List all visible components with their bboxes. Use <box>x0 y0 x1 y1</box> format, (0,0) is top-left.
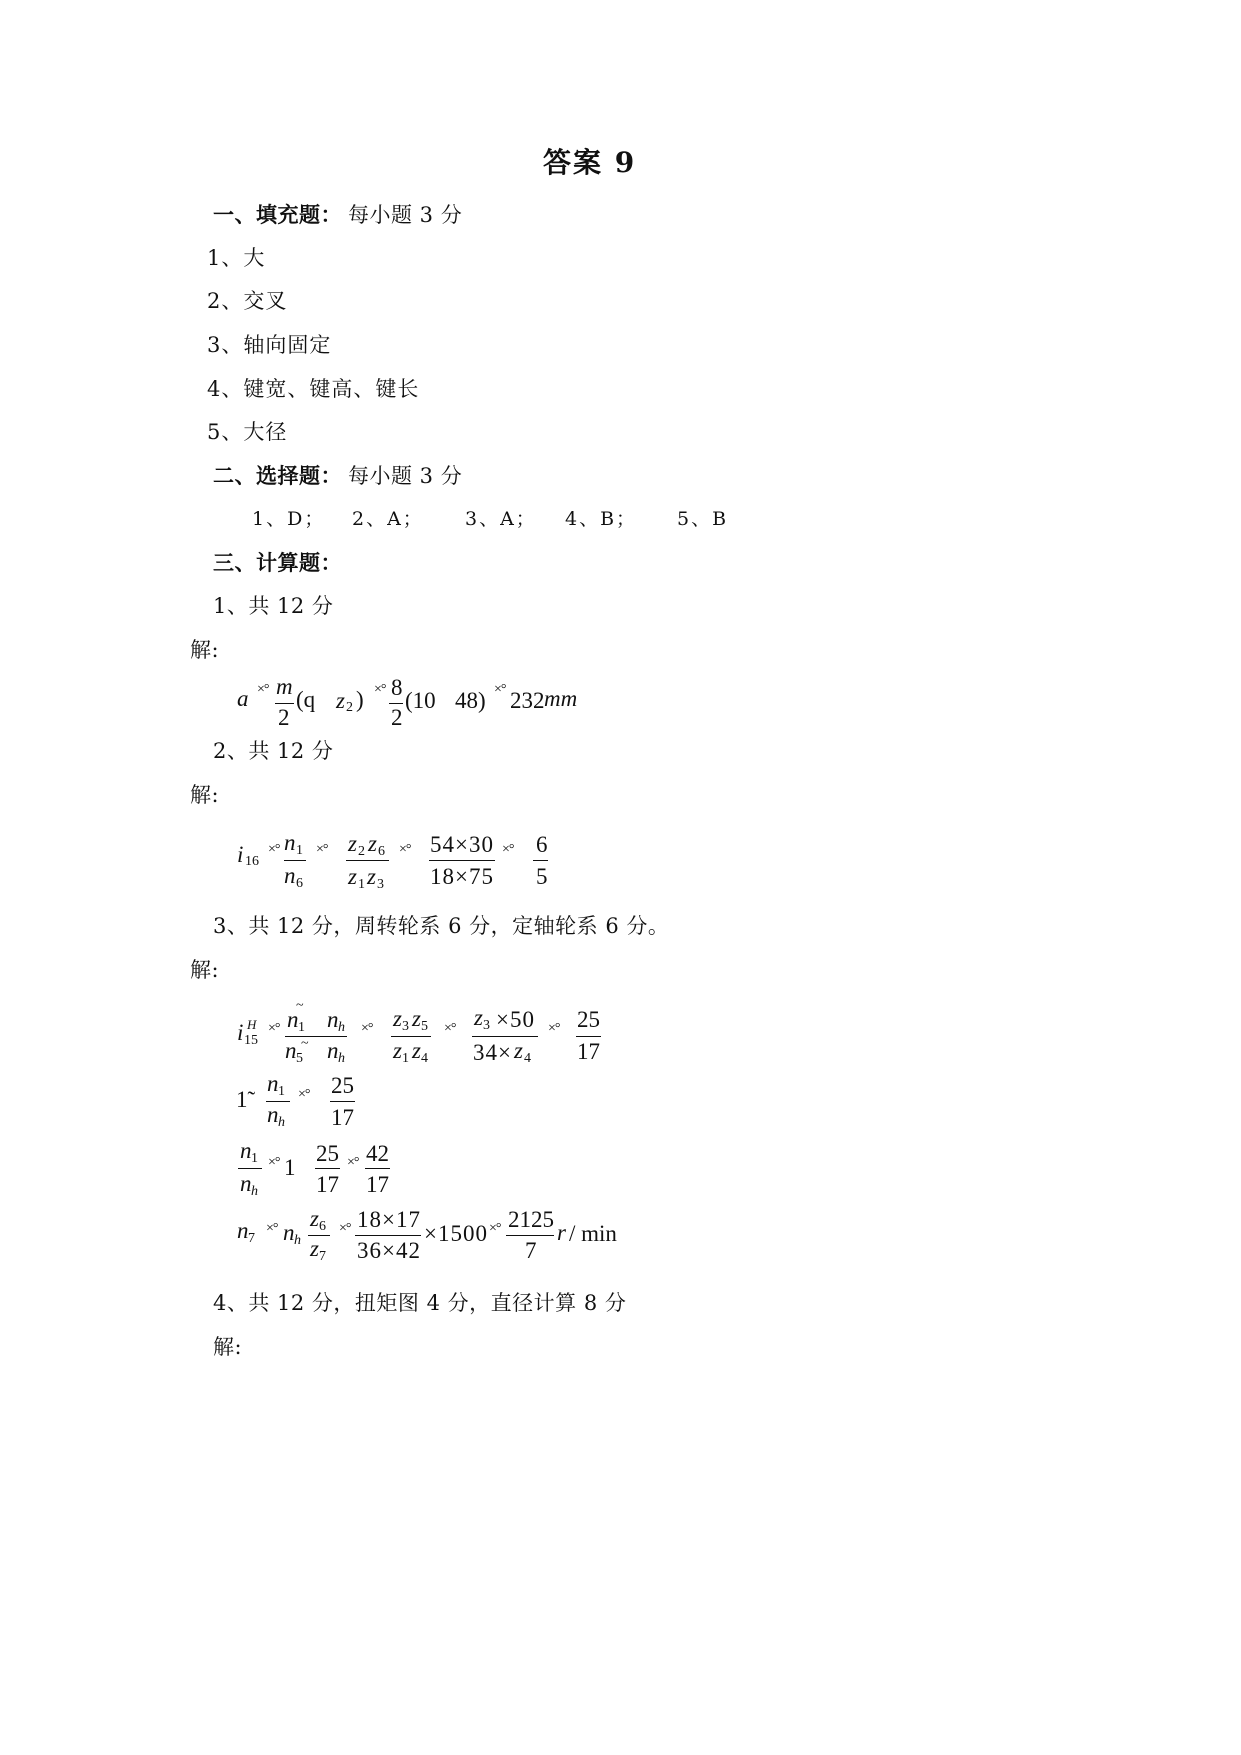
choice-answer-4: 4、B； <box>565 508 638 530</box>
f2-lhs-subscript: 16 <box>245 854 259 869</box>
f3a-frac-c-num-sub: 3 <box>483 1018 490 1033</box>
f1-equals-glyph: ×° <box>374 682 386 697</box>
f2-equals-glyph: ×° <box>399 842 411 857</box>
f2-lhs: i <box>237 842 244 867</box>
fraction-bar <box>365 1168 390 1169</box>
fill-in-heading: 一、填充题： <box>213 202 342 227</box>
f3c-one: 1 <box>284 1155 296 1180</box>
f3a-frac-a-den-sub-2: h <box>338 1051 345 1066</box>
f2-frac-a-den-sub: 6 <box>296 876 303 891</box>
f1-frac-b-numerator: 8 <box>391 675 403 700</box>
calc-problem-1-label: 1、共 12 分 <box>213 594 334 618</box>
f3a-equals-glyph: ×° <box>361 1021 373 1036</box>
f1-z-subscript: 2 <box>346 700 353 715</box>
fraction-bar <box>576 1036 601 1037</box>
f3d-equals-glyph: ×° <box>489 1221 501 1236</box>
f2-equals-glyph: ×° <box>502 842 514 857</box>
f3c-frac-a-den-sub: h <box>251 1184 258 1199</box>
f3c-frac-a-den-var: n <box>240 1171 252 1196</box>
fraction-bar <box>389 703 403 704</box>
fill-in-answer-3: 3、轴向固定 <box>207 333 332 357</box>
fraction-bar <box>330 1101 355 1102</box>
f2-frac-b-den-sub-1: 1 <box>358 877 365 892</box>
f3b-frac-a-num-var: n <box>267 1071 279 1096</box>
calc-problem-3-label: 3、共 12 分，周转轮系 6 分，定轴轮系 6 分。 <box>213 914 670 938</box>
f1-equals-glyph: ×° <box>257 682 269 697</box>
solution-label: 解: <box>213 1335 243 1359</box>
f3c-frac-a-num-sub: 1 <box>251 1151 258 1166</box>
f3a-frac-c-num-rest: ×50 <box>496 1007 535 1032</box>
f3a-frac-a-den-sub-1: 5 <box>296 1051 303 1066</box>
f3b-lhs: 1̃ <box>236 1087 248 1112</box>
f2-frac-a-num-var: n <box>284 830 296 855</box>
choice-section-heading <box>213 464 462 488</box>
f3d-frac-c-numerator: 2125 <box>508 1207 554 1232</box>
fraction-bar <box>429 860 495 861</box>
f3d-nh-sub: h <box>294 1233 301 1248</box>
f1-z: z <box>336 688 345 713</box>
f3d-frac-b-denominator: 36×42 <box>357 1238 421 1263</box>
f3d-frac-a-num-sub: 6 <box>319 1219 326 1234</box>
fraction-bar <box>315 1168 340 1169</box>
f3b-frac-a-num-sub: 1 <box>278 1084 285 1099</box>
f3d-unit-r: r <box>557 1220 566 1245</box>
f3a-frac-c-den-var: z <box>514 1038 523 1063</box>
f3a-frac-b-den-sub-2: 4 <box>421 1051 428 1066</box>
f2-frac-b-den-var-1: z <box>348 864 357 889</box>
f3a-frac-a-num-var-2: n <box>327 1007 339 1032</box>
fraction-bar <box>506 1235 554 1236</box>
choice-score-note: 每小题 3 分 <box>348 464 463 488</box>
fraction-bar <box>391 1036 431 1037</box>
fill-in-section-heading <box>213 203 462 227</box>
choice-answer-3: 3、A； <box>465 508 537 530</box>
f2-equals-glyph: ×° <box>316 842 328 857</box>
f1-term-2: 48) <box>455 688 486 713</box>
f3a-equals-glyph: ×° <box>548 1021 560 1036</box>
f1-term-1: (10 <box>405 688 436 713</box>
f3d-frac-a-num-var: z <box>310 1206 319 1231</box>
f1-unit: mm <box>544 686 578 711</box>
f1-equals-glyph: ×° <box>494 682 506 697</box>
f2-equals-glyph: ×° <box>268 842 280 857</box>
f3a-tilde-mark: ~ <box>301 1036 309 1051</box>
choice-heading: 二、选择题： <box>213 463 342 488</box>
f3c-equals-glyph: ×° <box>268 1155 280 1170</box>
f3a-frac-b-den-var-2: z <box>412 1038 421 1063</box>
f2-frac-d-numerator: 6 <box>536 832 548 857</box>
f3c-frac-b-denominator: 17 <box>316 1172 339 1197</box>
f3a-frac-a-den-var-2: n <box>327 1038 339 1063</box>
fraction-bar <box>472 1036 538 1037</box>
f3d-lhs-var: n <box>237 1218 249 1243</box>
f3d-equals-glyph: ×° <box>339 1221 351 1236</box>
f1-lhs: a <box>237 686 249 711</box>
f3a-frac-b-num-var-1: z <box>393 1006 402 1031</box>
f2-frac-b-num-sub-2: 6 <box>378 844 385 859</box>
f3b-frac-b-denominator: 17 <box>331 1105 354 1130</box>
fraction-bar <box>238 1168 262 1169</box>
f3a-frac-a-num-var-1: n <box>287 1007 299 1032</box>
f3d-nh-var: n <box>283 1220 295 1245</box>
f1-frac-a-numerator: m <box>276 674 293 699</box>
f2-frac-b-num-var-2: z <box>368 831 377 856</box>
f3a-frac-a-num-sub-1: 1 <box>298 1020 305 1035</box>
f3a-tilde-mark: ~ <box>296 998 304 1013</box>
f3a-frac-b-den-sub-1: 1 <box>402 1051 409 1066</box>
fraction-bar <box>533 860 548 861</box>
f3d-lhs-sub: 7 <box>248 1231 255 1246</box>
f3d-frac-a-den-sub: 7 <box>319 1249 326 1264</box>
f2-frac-b-den-sub-2: 3 <box>377 877 384 892</box>
f3a-equals-glyph: ×° <box>444 1021 456 1036</box>
f1-frac-a-denominator: 2 <box>278 705 290 730</box>
solution-label: 解: <box>190 958 220 982</box>
f1-open-paren: (q <box>296 687 316 712</box>
f3a-frac-b-num-sub-2: 5 <box>421 1019 428 1034</box>
f3c-frac-b-numerator: 25 <box>316 1141 339 1166</box>
f2-frac-b-num-sub-1: 2 <box>358 844 365 859</box>
fill-in-score-note: 每小题 3 分 <box>348 203 463 227</box>
f3a-frac-b-num-sub-1: 3 <box>402 1019 409 1034</box>
f2-frac-a-num-sub: 1 <box>296 843 303 858</box>
f3a-frac-b-den-var-1: z <box>393 1038 402 1063</box>
fraction-bar <box>275 703 294 704</box>
fraction-bar <box>284 860 306 861</box>
calc-problem-2-label: 2、共 12 分 <box>213 739 334 763</box>
fraction-bar <box>355 1235 421 1236</box>
f3c-frac-a-num-var: n <box>240 1138 252 1163</box>
f3a-frac-b-num-var-2: z <box>412 1006 421 1031</box>
f1-result: 232 <box>510 688 545 713</box>
f3b-frac-a-den-sub: h <box>278 1115 285 1130</box>
f2-frac-a-den-var: n <box>284 863 296 888</box>
fraction-bar <box>346 860 389 861</box>
choice-answer-2: 2、A； <box>352 508 424 530</box>
fill-in-answer-5: 5、大径 <box>207 420 288 444</box>
f3d-frac-b-numerator: 18×17 <box>357 1207 421 1232</box>
f3a-lhs-superscript: H <box>247 1017 257 1032</box>
f3a-lhs: i <box>237 1020 244 1045</box>
f3a-frac-d-denominator: 17 <box>577 1039 600 1064</box>
f3b-frac-a-den-var: n <box>267 1102 279 1127</box>
choice-answer-5: 5、B <box>677 508 729 530</box>
f3d-unit-rest: / min <box>569 1221 617 1246</box>
choice-answer-1: 1、D； <box>252 508 326 530</box>
f1-close-paren: ) <box>356 687 364 712</box>
f2-frac-b-num-var-1: z <box>348 831 357 856</box>
solution-label: 解: <box>190 783 220 807</box>
f2-frac-c-numerator: 54×30 <box>430 832 494 857</box>
fraction-bar <box>285 1036 347 1037</box>
page-title: 答案 9 <box>543 146 637 179</box>
f3a-frac-c-num-var: z <box>474 1005 483 1030</box>
f3b-equals-glyph: ×° <box>298 1087 310 1102</box>
f3c-equals-glyph: ×° <box>347 1155 359 1170</box>
calc-heading: 三、计算题： <box>213 550 342 575</box>
f3c-frac-c-numerator: 42 <box>366 1141 389 1166</box>
calc-problem-4-label: 4、共 12 分，扭矩图 4 分，直径计算 8 分 <box>213 1291 627 1315</box>
f3c-frac-c-denominator: 17 <box>366 1172 389 1197</box>
f2-frac-d-denominator: 5 <box>536 864 548 889</box>
f3a-frac-c-den-sub: 4 <box>524 1051 531 1066</box>
f2-frac-b-den-var-2: z <box>367 864 376 889</box>
fill-in-answer-2: 2、交叉 <box>207 289 288 313</box>
fill-in-answer-1: 1、大 <box>207 246 266 270</box>
f3a-frac-c-den-lead: 34× <box>473 1040 512 1065</box>
fill-in-answer-4: 4、键宽、键高、键长 <box>207 377 420 401</box>
f3d-equals-glyph: ×° <box>266 1221 278 1236</box>
f3d-frac-c-denominator: 7 <box>525 1238 537 1263</box>
f3a-equals-glyph: ×° <box>268 1021 280 1036</box>
f2-frac-c-denominator: 18×75 <box>430 864 494 889</box>
f3a-frac-d-numerator: 25 <box>577 1007 600 1032</box>
f3b-frac-b-numerator: 25 <box>331 1073 354 1098</box>
f3a-frac-a-num-sub-2: h <box>338 1020 345 1035</box>
f1-frac-b-denominator: 2 <box>391 705 403 730</box>
f3a-frac-a-den-var-1: n <box>285 1038 297 1063</box>
f3a-lhs-subscript: 15 <box>244 1033 258 1048</box>
f3d-times-term: ×1500 <box>424 1221 488 1246</box>
f3d-frac-a-den-var: z <box>310 1236 319 1261</box>
solution-label: 解: <box>190 638 220 662</box>
